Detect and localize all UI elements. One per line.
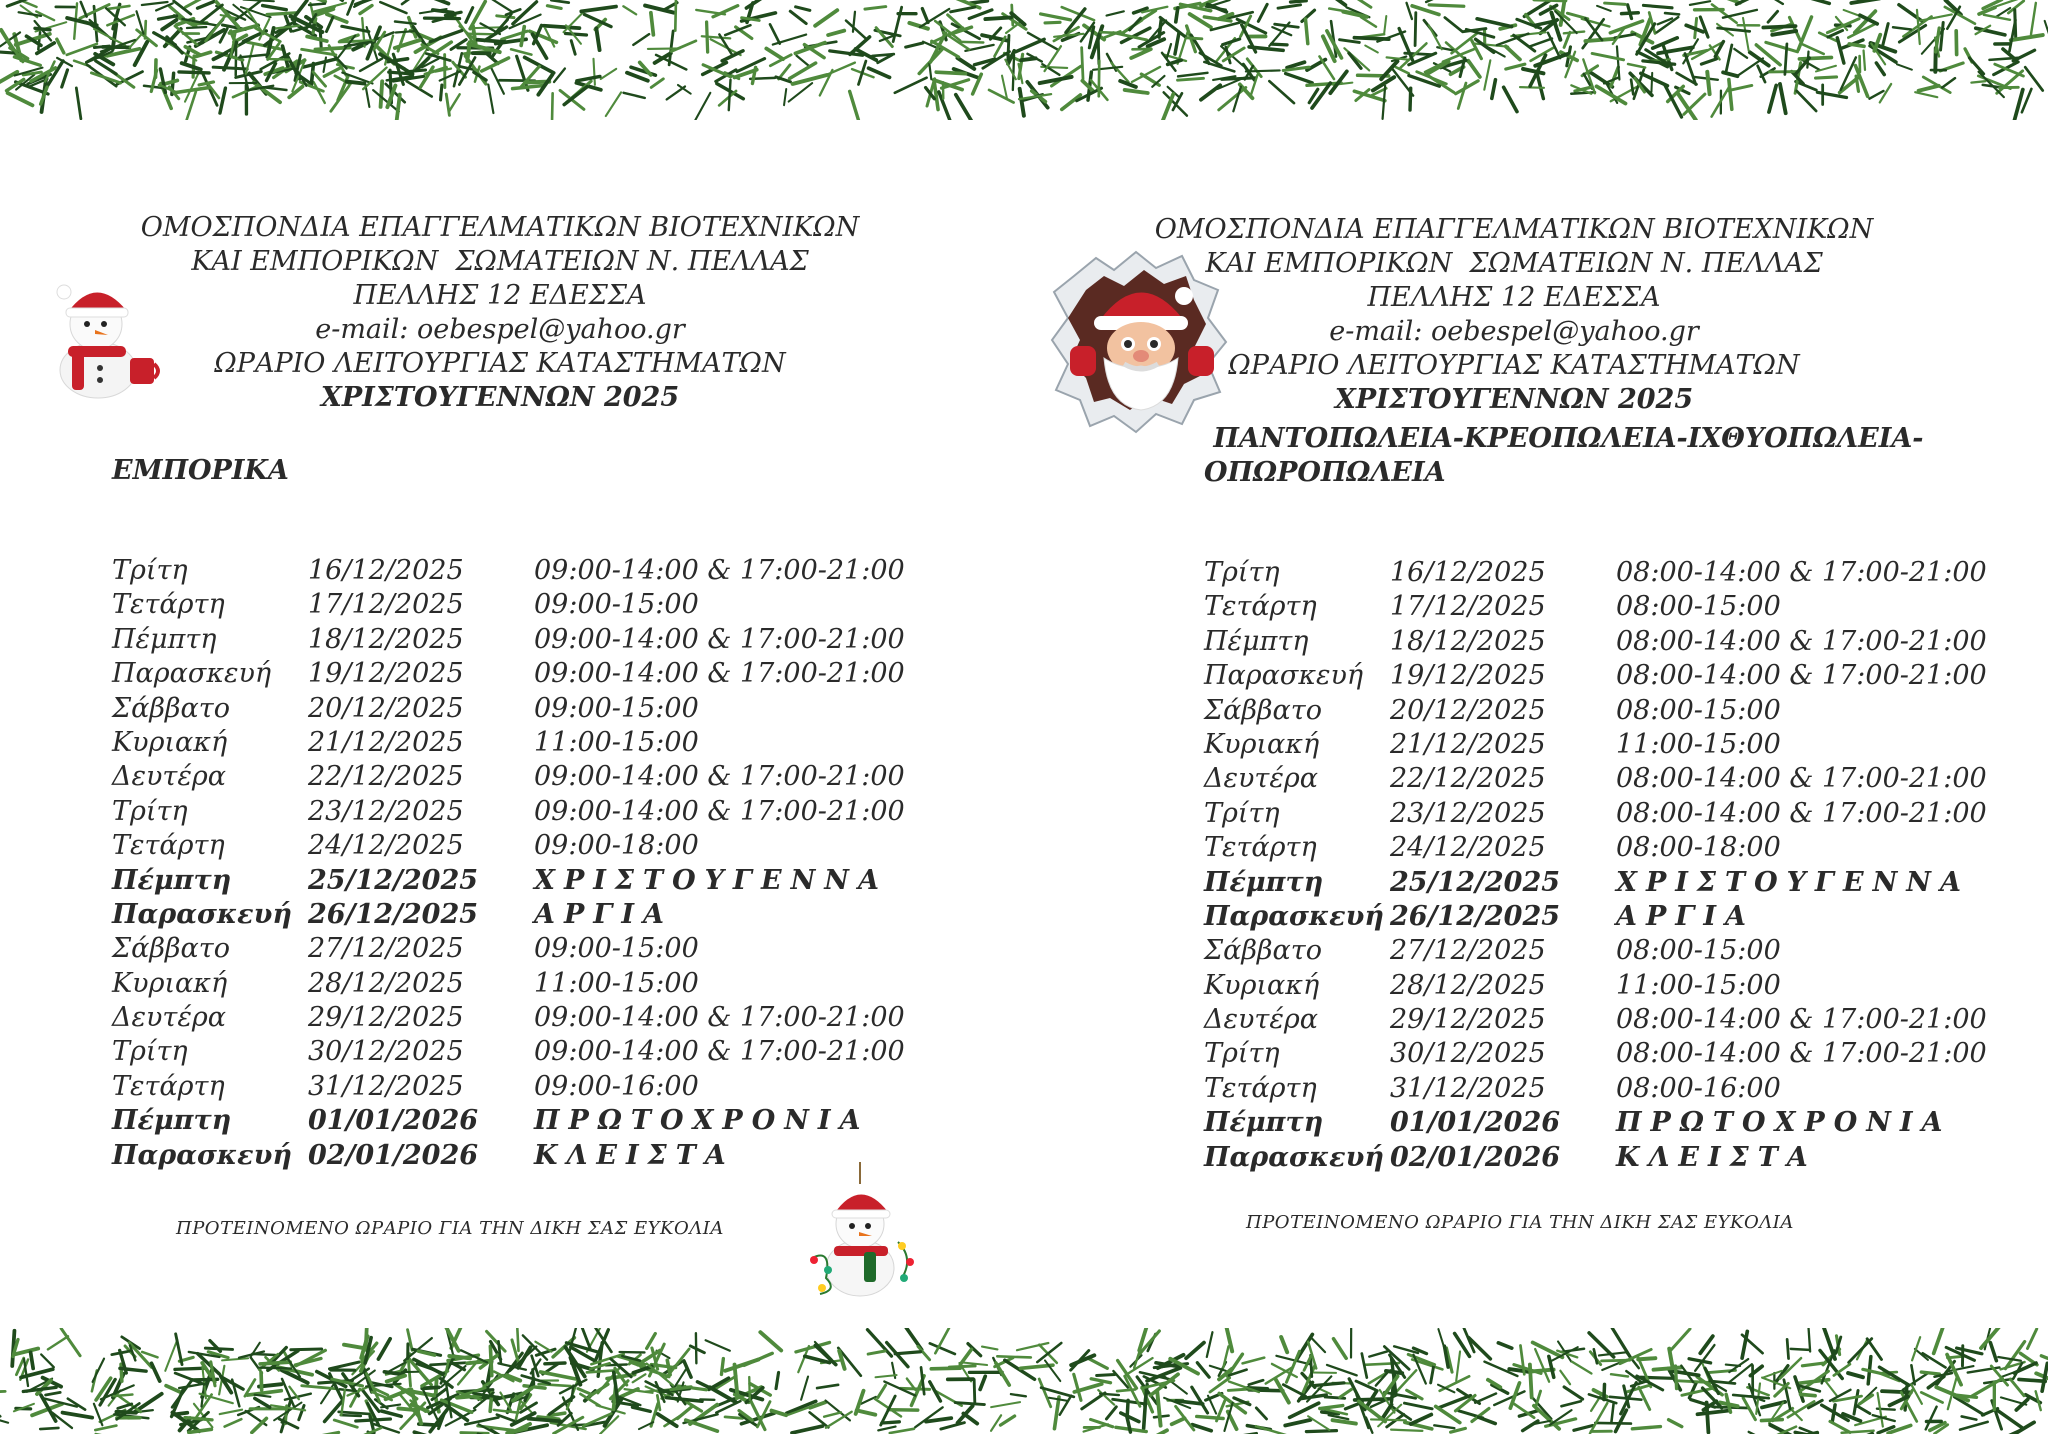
date-cell: 24/12/2025 <box>308 830 464 862</box>
hours-cell: 09:00-14:00 & 17:00-21:00 <box>534 761 905 793</box>
date-cell: 18/12/2025 <box>1390 625 1546 657</box>
date-cell: 20/12/2025 <box>1390 694 1546 726</box>
date-cell: 27/12/2025 <box>1390 935 1546 967</box>
hours-cell: 09:00-14:00 & 17:00-21:00 <box>534 658 905 690</box>
federation-name-line1: ΟΜΟΣΠΟΝΔΙΑ ΕΠΑΓΓΕΛΜΑΤΙΚΩΝ ΒΙΟΤΕΧΝΙΚΩΝ <box>140 212 860 243</box>
santa-peeking-icon <box>1044 246 1236 438</box>
suggested-hours-note: ΠΡΟΤΕΙΝΟΜΕΝΟ ΩΡΑΡΙΟ ΓΙΑ ΤΗΝ ΔΙΚΗ ΣΑΣ ΕΥΚΟΛΙΑ <box>1246 1212 1794 1233</box>
day-cell: Σάββατο <box>112 933 230 965</box>
date-cell: 17/12/2025 <box>1390 591 1546 623</box>
day-cell: Παρασκευή <box>1204 900 1384 932</box>
date-cell: 20/12/2025 <box>308 692 464 724</box>
hours-cell: 08:00-14:00 & 17:00-21:00 <box>1616 557 1987 588</box>
day-cell: Τετάρτη <box>112 1070 225 1102</box>
address: ΠΕΛΛΗΣ 12 ΕΔΕΣΣΑ <box>353 280 647 311</box>
hours-cell: 09:00-16:00 <box>534 1070 699 1102</box>
hours-cell: 09:00-18:00 <box>534 830 699 862</box>
day-cell: Παρασκευή <box>112 898 292 930</box>
suggested-hours-note: ΠΡΟΤΕΙΝΟΜΕΝΟ ΩΡΑΡΙΟ ΓΙΑ ΤΗΝ ΔΙΚΗ ΣΑΣ ΕΥΚΟΛΙΑ <box>176 1218 724 1239</box>
date-cell: 30/12/2025 <box>308 1036 464 1068</box>
hours-cell: 09:00-15:00 <box>534 692 699 724</box>
hours-title: ΩΡΑΡΙΟ ΛΕΙΤΟΥΡΓΙΑΣ ΚΑΤΑΣΤΗΜΑΤΩΝ <box>214 348 786 379</box>
day-cell: Τρίτη <box>1204 557 1280 588</box>
hours-cell: ΠΡΩΤΟΧΡΟΝΙΑ <box>534 1105 870 1137</box>
day-cell: Παρασκευή <box>1204 1141 1384 1173</box>
day-cell: Πέμπτη <box>112 864 232 896</box>
snowman-with-mug-icon <box>38 272 164 400</box>
email: e-mail: oebespel@yahoo.gr <box>315 314 685 345</box>
date-cell: 29/12/2025 <box>1390 1004 1546 1036</box>
hours-cell: 09:00-14:00 & 17:00-21:00 <box>534 555 905 586</box>
date-cell: 21/12/2025 <box>1390 728 1546 760</box>
hours-cell: 08:00-15:00 <box>1616 935 1781 967</box>
snowman-ornament-icon <box>802 1162 922 1300</box>
hours-title: ΩΡΑΡΙΟ ΛΕΙΤΟΥΡΓΙΑΣ ΚΑΤΑΣΤΗΜΑΤΩΝ <box>1228 350 1800 381</box>
day-cell: Τετάρτη <box>1204 591 1317 623</box>
hours-cell: 08:00-15:00 <box>1616 694 1781 726</box>
date-cell: 25/12/2025 <box>1390 866 1561 898</box>
bottom-pine-garland <box>0 1328 2048 1434</box>
date-cell: 24/12/2025 <box>1390 832 1546 864</box>
left-header <box>100 211 900 415</box>
address: ΠΕΛΛΗΣ 12 ΕΔΕΣΣΑ <box>1367 282 1661 313</box>
date-cell: 22/12/2025 <box>308 761 464 793</box>
hours-cell: ΧΡΙΣΤΟΥΓΕΝΝΑ <box>534 864 888 896</box>
hours-cell: 08:00-14:00 & 17:00-21:00 <box>1616 797 1987 829</box>
hours-cell: 11:00-15:00 <box>534 726 699 758</box>
date-cell: 27/12/2025 <box>308 933 464 965</box>
day-cell: Τετάρτη <box>112 589 225 621</box>
date-cell: 16/12/2025 <box>1390 557 1546 588</box>
season-title: ΧΡΙΣΤΟΥΓΕΝΝΩΝ 2025 <box>1334 384 1694 415</box>
date-cell: 22/12/2025 <box>1390 763 1546 795</box>
date-cell: 28/12/2025 <box>308 967 464 999</box>
date-cell: 25/12/2025 <box>308 864 479 896</box>
hours-cell: 09:00-14:00 & 17:00-21:00 <box>534 1002 905 1034</box>
hours-cell: 08:00-14:00 & 17:00-21:00 <box>1616 763 1987 795</box>
day-cell: Σάββατο <box>112 692 230 724</box>
date-cell: 17/12/2025 <box>308 589 464 621</box>
date-cell: 01/01/2026 <box>1390 1107 1561 1139</box>
date-cell: 26/12/2025 <box>1390 900 1561 932</box>
hours-cell: 08:00-14:00 & 17:00-21:00 <box>1616 1038 1987 1070</box>
hours-cell: 08:00-14:00 & 17:00-21:00 <box>1616 1004 1987 1036</box>
day-cell: Παρασκευή <box>112 1139 292 1171</box>
hours-cell: 08:00-16:00 <box>1616 1072 1781 1104</box>
hours-cell: 11:00-15:00 <box>1616 728 1781 760</box>
hours-cell: 09:00-14:00 & 17:00-21:00 <box>534 795 905 827</box>
hours-cell: 08:00-18:00 <box>1616 832 1781 864</box>
day-cell: Κυριακή <box>1204 969 1320 1001</box>
hours-cell: 09:00-14:00 & 17:00-21:00 <box>534 623 905 655</box>
hours-cell: ΚΛΕΙΣΤΑ <box>534 1139 735 1171</box>
date-cell: 29/12/2025 <box>308 1002 464 1034</box>
pine-garland-icon <box>0 1328 2048 1434</box>
date-cell: 23/12/2025 <box>308 795 464 827</box>
hours-cell: 09:00-15:00 <box>534 933 699 965</box>
day-cell: Τετάρτη <box>112 830 225 862</box>
date-cell: 18/12/2025 <box>308 623 464 655</box>
hours-cell: 08:00-14:00 & 17:00-21:00 <box>1616 625 1987 657</box>
day-cell: Δευτέρα <box>1204 1004 1318 1036</box>
date-cell: 19/12/2025 <box>1390 660 1546 692</box>
date-cell: 28/12/2025 <box>1390 969 1546 1001</box>
day-cell: Πέμπτη <box>1204 866 1324 898</box>
day-cell: Πέμπτη <box>112 623 217 655</box>
day-cell: Τρίτη <box>1204 1038 1280 1070</box>
hours-cell: ΑΡΓΙΑ <box>534 898 673 930</box>
date-cell: 16/12/2025 <box>308 555 464 586</box>
hours-cell: 08:00-15:00 <box>1616 591 1781 623</box>
hours-cell: ΚΛΕΙΣΤΑ <box>1616 1141 1817 1173</box>
day-cell: Κυριακή <box>112 967 228 999</box>
federation-name-line2: ΚΑΙ ΕΜΠΟΡΙΚΩΝ ΣΩΜΑΤΕΙΩΝ Ν. ΠΕΛΛΑΣ <box>1205 248 1823 279</box>
date-cell: 31/12/2025 <box>308 1070 464 1102</box>
date-cell: 21/12/2025 <box>308 726 464 758</box>
day-cell: Κυριακή <box>1204 728 1320 760</box>
category-title: ΠΑΝΤΟΠΩΛΕΙΑ-ΚΡΕΟΠΩΛΕΙΑ-ΙΧΘΥΟΠΩΛΕΙΑ- ΟΠΩΡΟΠΩΛΕΙΑ <box>1204 423 1924 488</box>
day-cell: Δευτέρα <box>112 761 226 793</box>
date-cell: 31/12/2025 <box>1390 1072 1546 1104</box>
season-title: ΧΡΙΣΤΟΥΓΕΝΝΩΝ 2025 <box>320 382 680 413</box>
date-cell: 02/01/2026 <box>1390 1141 1561 1173</box>
hours-cell: 11:00-15:00 <box>534 967 699 999</box>
day-cell: Σάββατο <box>1204 694 1322 726</box>
day-cell: Δευτέρα <box>1204 763 1318 795</box>
day-cell: Δευτέρα <box>112 1002 226 1034</box>
day-cell: Πέμπτη <box>1204 625 1309 657</box>
day-cell: Τετάρτη <box>1204 1072 1317 1104</box>
hours-cell: ΑΡΓΙΑ <box>1616 900 1755 932</box>
date-cell: 23/12/2025 <box>1390 797 1546 829</box>
day-cell: Παρασκευή <box>1204 660 1364 692</box>
date-cell: 02/01/2026 <box>308 1139 479 1171</box>
hours-cell: 09:00-15:00 <box>534 589 699 621</box>
day-cell: Τετάρτη <box>1204 832 1317 864</box>
hours-cell: ΧΡΙΣΤΟΥΓΕΝΝΑ <box>1616 866 1970 898</box>
day-cell: Σάββατο <box>1204 935 1322 967</box>
day-cell: Παρασκευή <box>112 658 272 690</box>
federation-name-line1: ΟΜΟΣΠΟΝΔΙΑ ΕΠΑΓΓΕΛΜΑΤΙΚΩΝ ΒΙΟΤΕΧΝΙΚΩΝ <box>1154 214 1874 245</box>
hours-cell: 08:00-14:00 & 17:00-21:00 <box>1616 660 1987 692</box>
hours-cell: ΠΡΩΤΟΧΡΟΝΙΑ <box>1616 1107 1952 1139</box>
day-cell: Τρίτη <box>1204 797 1280 829</box>
day-cell: Τρίτη <box>112 795 188 827</box>
federation-name-line2: ΚΑΙ ΕΜΠΟΡΙΚΩΝ ΣΩΜΑΤΕΙΩΝ Ν. ΠΕΛΛΑΣ <box>191 246 809 277</box>
right-panel-food-shops <box>1024 0 2048 1434</box>
day-cell: Πέμπτη <box>112 1105 232 1137</box>
day-cell: Τρίτη <box>112 555 188 586</box>
day-cell: Τρίτη <box>112 1036 188 1068</box>
date-cell: 19/12/2025 <box>308 658 464 690</box>
date-cell: 26/12/2025 <box>308 898 479 930</box>
date-cell: 30/12/2025 <box>1390 1038 1546 1070</box>
hours-cell: 09:00-14:00 & 17:00-21:00 <box>534 1036 905 1068</box>
hours-cell: 11:00-15:00 <box>1616 969 1781 1001</box>
category-title: ΕΜΠΟΡΙΚΑ <box>112 455 289 486</box>
day-cell: Πέμπτη <box>1204 1107 1324 1139</box>
email: e-mail: oebespel@yahoo.gr <box>1329 316 1699 347</box>
day-cell: Κυριακή <box>112 726 228 758</box>
date-cell: 01/01/2026 <box>308 1105 479 1137</box>
